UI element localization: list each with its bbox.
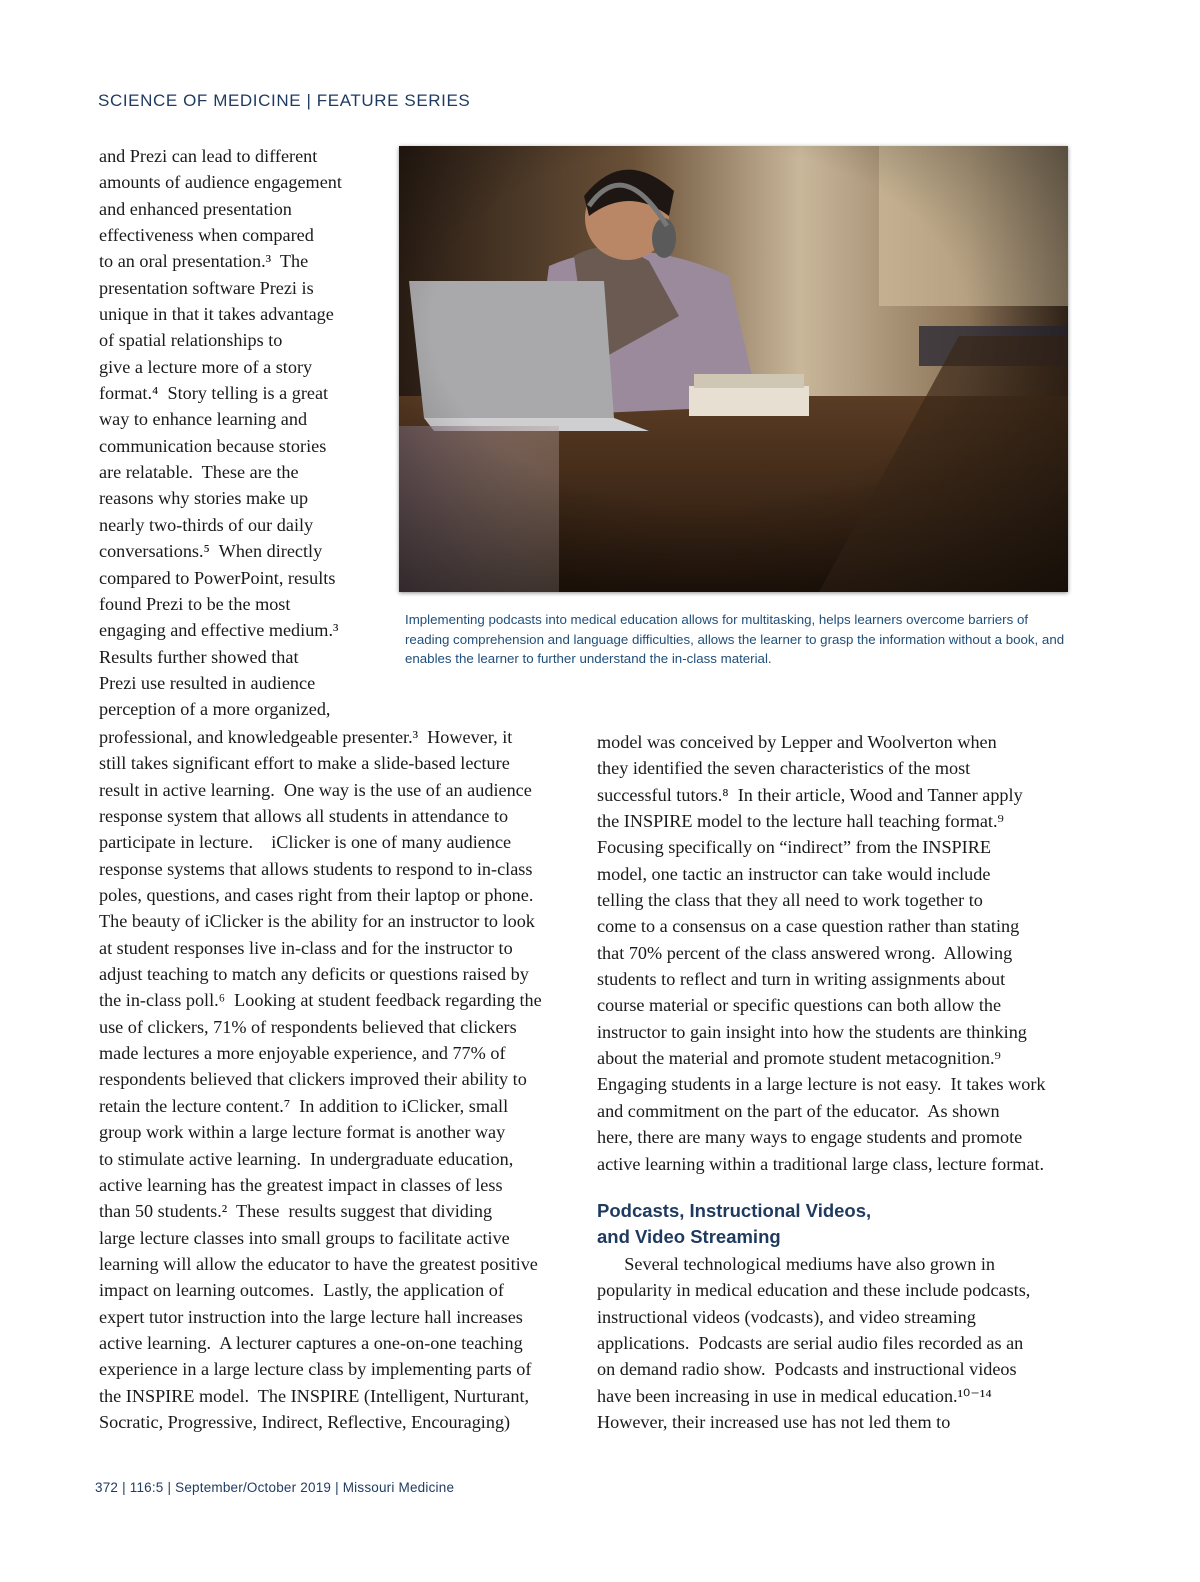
text-line: communication because stories [99,435,327,456]
text-line: of spatial relationships to [99,330,283,351]
text-line: format.⁴ Story telling is a great [99,383,329,404]
text-line: instructional videos (vodcasts), and video streaming [597,1306,976,1327]
left-column-bottom-text [99,724,542,1435]
text-line: the INSPIRE model. The INSPIRE (Intelligent, Nurturant, [99,1385,530,1406]
text-line: engaging and effective medium.³ [99,620,339,641]
text-line: here, there are many ways to engage students and promote [597,1127,1023,1148]
text-line: learning will allow the educator to have the greatest positive [99,1253,538,1274]
text-line: that 70% percent of the class answered wrong. Allowing [597,942,1013,963]
text-line: found Prezi to be the most [99,593,291,614]
text-line: students to reflect and turn in writing assignments about [597,969,1006,990]
left-column-top-text [99,143,342,723]
text-line: to an oral presentation.³ The [99,251,309,272]
figure-caption: Implementing podcasts into medical education allows for multitasking, helps learners overcome barriers of reading comprehension and language difficulties, allows the learner to grasp the information without a book, and enables the learner to further understand the in-class material. [405,612,1065,666]
text-line: presentation software Prezi is [99,277,314,298]
text-line: they identified the seven characteristics of the most [597,758,971,779]
text-line: Podcasts, Instructional Videos, [597,1200,872,1221]
text-line: professional, and knowledgeable presenter.³ However, it [99,727,513,747]
text-line: active learning has the greatest impact in classes of less [99,1174,503,1195]
section-heading [597,1198,871,1250]
page-footer: 372 | 116:5 | September/October 2019 | Missouri Medicine [95,1480,455,1495]
text-line: Socratic, Progressive, Indirect, Reflective, Encouraging) [99,1411,511,1432]
text-line: perception of a more organized, [99,699,331,720]
text-line: are relatable. These are the [99,462,299,483]
text-line: successful tutors.⁸ In their article, Wood and Tanner apply [597,784,1023,805]
text-line: applications. Podcasts are serial audio files recorded as an [597,1333,1024,1354]
text-line: telling the class that they all need to work together to [597,890,983,911]
text-line: popularity in medical education and these include podcasts, [597,1280,1031,1301]
text-line: adjust teaching to match any deficits or questions raised by [99,964,529,985]
text-line: course material or specific questions can both allow the [597,995,1002,1016]
text-line: and enhanced presentation [99,198,292,219]
text-line: model, one tactic an instructor can take would include [597,863,991,884]
text-line: respondents believed that clickers improved their ability to [99,1069,527,1090]
text-line: effectiveness when compared [99,225,314,246]
text-line: and Video Streaming [597,1226,781,1247]
text-line: reasons why stories make up [99,488,309,509]
text-line: expert tutor instruction into the large lecture hall increases [99,1306,523,1327]
text-line: amounts of audience engagement [99,172,342,193]
text-line: response system that allows all students in attendance to [99,806,509,827]
text-line: instructor to gain insight into how the students are thinking [597,1021,1027,1042]
text-line: compared to PowerPoint, results [99,567,336,588]
text-line: Results further showed that [99,646,299,667]
text-line: than 50 students.² These results suggest that dividing [99,1201,493,1222]
text-line: unique in that it takes advantage [99,304,334,325]
text-line: the in-class poll.⁶ Looking at student feedback regarding the [99,990,542,1011]
text-line: model was conceived by Lepper and Woolverton when [597,732,997,752]
text-line: However, their increased use has not led them to [597,1412,951,1433]
text-line: made lectures a more enjoyable experience, and 77% of [99,1043,506,1064]
text-line: Several technological mediums have also grown in [597,1254,996,1274]
text-line: the INSPIRE model to the lecture hall teaching format.⁹ [597,811,1004,832]
text-line: to stimulate active learning. In undergraduate education, [99,1148,514,1169]
text-line: poles, questions, and cases right from their laptop or phone. [99,885,534,906]
text-line: Engaging students in a large lecture is not easy. It takes work [597,1074,1046,1095]
text-line: about the material and promote student metacognition.⁹ [597,1048,1001,1069]
text-line: nearly two-thirds of our daily [99,514,314,535]
text-line: have been increasing in use in medical education.¹⁰⁻¹⁴ [597,1385,992,1406]
student-with-laptop-image [399,146,1068,592]
right-column-top-text [597,729,1046,1177]
text-line: give a lecture more of a story [99,356,313,377]
text-line: Prezi use resulted in audience [99,672,316,693]
text-line: at student responses live in-class and for the instructor to [99,937,513,958]
text-line: come to a consensus on a case question rather than stating [597,916,1020,937]
text-line: participate in lecture. iClicker is one of many audience [99,832,512,853]
running-head: SCIENCE OF MEDICINE | FEATURE SERIES [98,91,471,110]
text-line: impact on learning outcomes. Lastly, the application of [99,1280,504,1301]
text-line: Focusing specifically on “indirect” from the INSPIRE [597,837,991,858]
article-photo [399,146,1068,592]
text-line: still takes significant effort to make a slide-based lecture [99,753,510,774]
text-line: and commitment on the part of the educator. As shown [597,1100,1000,1121]
text-line: conversations.⁵ When directly [99,541,323,562]
text-line: retain the lecture content.⁷ In addition to iClicker, small [99,1095,509,1116]
text-line: large lecture classes into small groups to facilitate active [99,1227,510,1248]
text-line: active learning within a traditional large class, lecture format. [597,1153,1045,1174]
text-line: way to enhance learning and [99,409,308,430]
right-column-bottom-text [597,1251,1030,1435]
text-line: active learning. A lecturer captures a one-on-one teaching [99,1332,523,1353]
text-line: on demand radio show. Podcasts and instructional videos [597,1359,1017,1380]
text-line: response systems that allows students to respond to in-class [99,858,533,879]
text-line: group work within a large lecture format is another way [99,1122,506,1143]
text-line: and Prezi can lead to different [99,146,318,166]
text-line: use of clickers, 71% of respondents believed that clickers [99,1016,517,1037]
text-line: The beauty of iClicker is the ability for an instructor to look [99,911,535,932]
text-line: experience in a large lecture class by implementing parts of [99,1359,532,1380]
text-line: result in active learning. One way is the use of an audience [99,779,532,800]
